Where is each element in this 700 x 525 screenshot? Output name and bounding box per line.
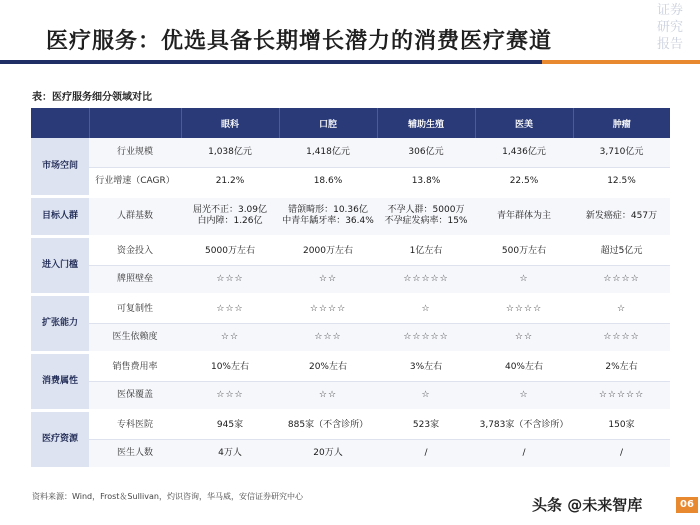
table-cell: 5000万左右 xyxy=(181,236,279,265)
source-note: 资料来源：Wind，Frost＆Sullivan，灼识咨询，华马威，安信证券研究中心 xyxy=(32,492,303,501)
row-group-label: 目标人群 xyxy=(31,196,89,236)
table-cell: ☆ xyxy=(377,294,475,323)
table-cell: ☆☆ xyxy=(181,323,279,352)
metric-label: 专科医院 xyxy=(89,410,181,439)
table-cell: 错颌畸形：10.36亿 中青年龋牙率：36.4% xyxy=(279,196,377,236)
table-cell: / xyxy=(573,439,670,468)
column-header: 辅助生殖 xyxy=(377,108,475,138)
table-cell: 1,038亿元 xyxy=(181,138,279,167)
column-header: 医美 xyxy=(475,108,573,138)
table-cell: 22.5% xyxy=(475,167,573,196)
table-cell: 1亿左右 xyxy=(377,236,475,265)
table-cell: 523家 xyxy=(377,410,475,439)
row-group-label: 扩张能力 xyxy=(31,294,89,352)
metric-label: 医生依赖度 xyxy=(89,323,181,352)
table-cell: ☆☆☆☆ xyxy=(573,265,670,294)
table-cell: 1,436亿元 xyxy=(475,138,573,167)
table-cell: 21.2% xyxy=(181,167,279,196)
table-cell: / xyxy=(475,439,573,468)
table-cell: 20%左右 xyxy=(279,352,377,381)
table-row xyxy=(31,439,670,468)
table-cell: / xyxy=(377,439,475,468)
table-cell: 3,783家（不含诊所） xyxy=(475,410,573,439)
header-blank xyxy=(89,108,181,138)
table-row xyxy=(31,323,670,352)
title-rule-orange xyxy=(542,60,700,64)
page-title: 医疗服务：优选具备长期增长潜力的消费医疗赛道 xyxy=(46,28,553,54)
column-header: 口腔 xyxy=(279,108,377,138)
table-cell: 306亿元 xyxy=(377,138,475,167)
metric-label: 行业规模 xyxy=(89,138,181,167)
table-row xyxy=(31,167,670,196)
row-group-label: 消费属性 xyxy=(31,352,89,410)
table-cell: 150家 xyxy=(573,410,670,439)
metric-label: 行业增速（CAGR） xyxy=(89,167,181,196)
table-cell: ☆☆☆ xyxy=(181,381,279,410)
footer-brand-watermark: 头条 @未来智库 xyxy=(532,496,643,514)
table-cell: 新发癌症：457万 xyxy=(573,196,670,236)
table-cell: 不孕人群：5000万 不孕症发病率：15% xyxy=(377,196,475,236)
table-cell: ☆☆☆☆☆ xyxy=(377,265,475,294)
table-cell: 12.5% xyxy=(573,167,670,196)
table-cell: 18.6% xyxy=(279,167,377,196)
table-cell: ☆ xyxy=(573,294,670,323)
table-cell: 40%左右 xyxy=(475,352,573,381)
metric-label: 资金投入 xyxy=(89,236,181,265)
table-cell: 2000万左右 xyxy=(279,236,377,265)
table-row xyxy=(31,196,670,236)
table-row xyxy=(31,410,670,439)
row-group-label: 医疗资源 xyxy=(31,410,89,468)
metric-label: 医保覆盖 xyxy=(89,381,181,410)
watermark-line-1: 证券 xyxy=(656,3,683,18)
table-body xyxy=(31,138,670,468)
table-cell: ☆☆☆☆☆ xyxy=(573,381,670,410)
table-cell: 1,418亿元 xyxy=(279,138,377,167)
table-cell: 885家（不含诊所） xyxy=(279,410,377,439)
table-row xyxy=(31,381,670,410)
table-cell: ☆☆☆☆ xyxy=(279,294,377,323)
table-cell: 13.8% xyxy=(377,167,475,196)
title-rule-navy xyxy=(0,60,542,64)
table-row xyxy=(31,352,670,381)
table-cell: 3,710亿元 xyxy=(573,138,670,167)
column-header: 肿瘤 xyxy=(573,108,670,138)
table-caption: 表：医疗服务细分领域对比 xyxy=(32,92,152,103)
table-cell: ☆ xyxy=(475,381,573,410)
table-cell: 4万人 xyxy=(181,439,279,468)
table-cell: ☆☆ xyxy=(475,323,573,352)
table-cell: 屈光不正：3.09亿 白内障：1.26亿 xyxy=(181,196,279,236)
table-cell: ☆☆☆☆ xyxy=(573,323,670,352)
table-cell: ☆☆☆ xyxy=(181,265,279,294)
row-group-label: 进入门槛 xyxy=(31,236,89,294)
metric-label: 销售费用率 xyxy=(89,352,181,381)
table-cell: 3%左右 xyxy=(377,352,475,381)
metric-label: 牌照壁垒 xyxy=(89,265,181,294)
table-cell: ☆ xyxy=(475,265,573,294)
table-cell: ☆☆☆☆ xyxy=(475,294,573,323)
metric-label: 人群基数 xyxy=(89,196,181,236)
page-number: 06 xyxy=(676,497,698,513)
table-cell: 945家 xyxy=(181,410,279,439)
table-cell: 超过5亿元 xyxy=(573,236,670,265)
table-row xyxy=(31,236,670,265)
metric-label: 医生人数 xyxy=(89,439,181,468)
column-header: 眼科 xyxy=(181,108,279,138)
table-row xyxy=(31,294,670,323)
comparison-table xyxy=(31,108,670,470)
table-row xyxy=(31,265,670,294)
table-cell: 500万左右 xyxy=(475,236,573,265)
table-cell: ☆☆ xyxy=(279,381,377,410)
table-cell: 20万人 xyxy=(279,439,377,468)
header-blank xyxy=(31,108,89,138)
table-cell: 2%左右 xyxy=(573,352,670,381)
table-row xyxy=(31,138,670,167)
table-cell: ☆☆☆ xyxy=(181,294,279,323)
report-watermark xyxy=(645,2,695,53)
metric-label: 可复制性 xyxy=(89,294,181,323)
watermark-line-3: 报告 xyxy=(656,37,683,52)
table-cell: ☆☆☆ xyxy=(279,323,377,352)
row-group-label: 市场空间 xyxy=(31,138,89,196)
table-cell: ☆ xyxy=(377,381,475,410)
watermark-line-2: 研究 xyxy=(656,20,683,35)
table-cell: 10%左右 xyxy=(181,352,279,381)
table-cell: 青年群体为主 xyxy=(475,196,573,236)
table-header-row xyxy=(31,108,670,138)
table-cell: ☆☆☆☆☆ xyxy=(377,323,475,352)
table-cell: ☆☆ xyxy=(279,265,377,294)
